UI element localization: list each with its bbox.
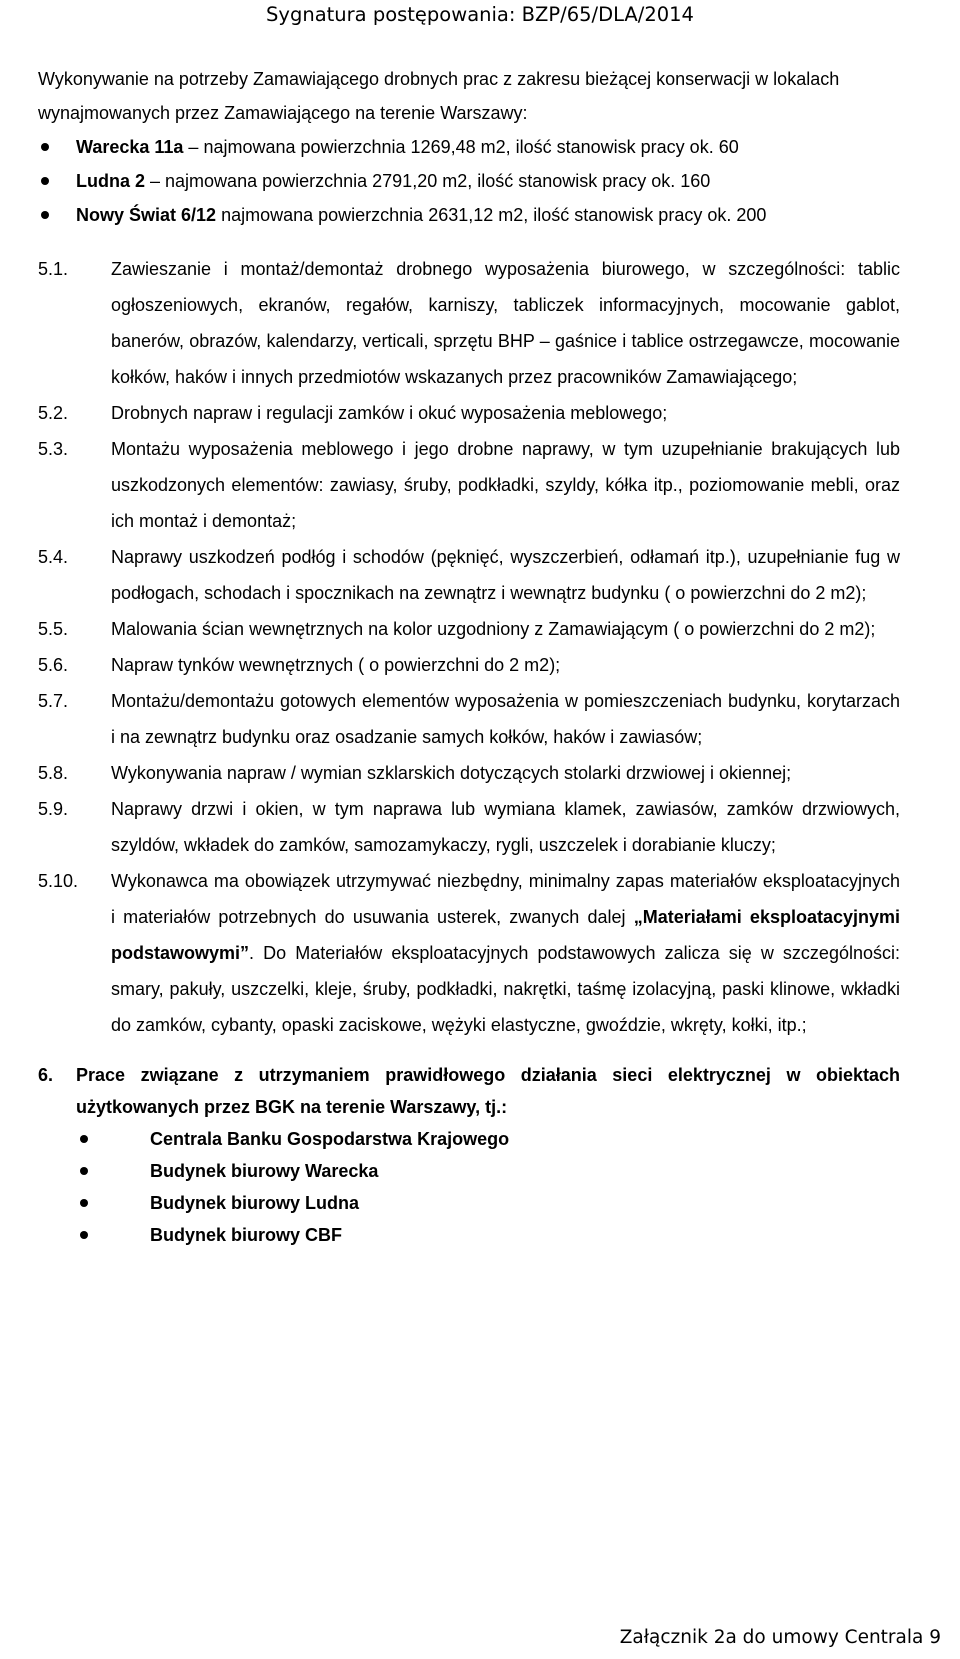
buildings-list <box>76 1123 900 1251</box>
item-number: 5.9. <box>38 799 69 819</box>
item-text: Zawieszanie i montaż/demontaż drobnego wyposażenia biurowego, w szczególności: tablic ogłoszeniowych, ekranów, regałów, karniszy, tabliczek informacyjnych, mocowanie gablot, banerów, obrazów, kalendarzy, verticali, sprzętu BHP – gaśnice i tablice ostrzegawcze, mocowanie kołków, haków i innych przedmiotów wskazanych przez pracowników Zamawiającego; <box>111 259 900 387</box>
item-number: 5.2. <box>38 403 69 423</box>
item-text-bold: „Materiałami eksploatacyjnymi podstawowymi” <box>111 907 901 963</box>
page-header: Sygnatura postępowania: BZP/65/DLA/2014 <box>266 3 694 26</box>
location-name: Warecka 11a <box>76 137 184 157</box>
item-text: Drobnych napraw i regulacji zamków i okuć wyposażenia meblowego; <box>111 403 668 423</box>
location-dash: – <box>145 171 166 191</box>
bullet-icon <box>80 1135 88 1143</box>
location-name: Nowy Świat 6/12 <box>76 205 217 225</box>
intro-paragraph: Wykonywanie na potrzeby Zamawiającego drobnych prac z zakresu bieżącej konserwacji w lokalach wynajmowanych przez Zamawiającego na terenie Warszawy: <box>38 69 840 123</box>
item-number: 5.8. <box>38 763 69 783</box>
bullet-icon <box>80 1231 88 1239</box>
item-number: 5.6. <box>38 655 69 675</box>
item-number: 5.10. <box>38 871 79 891</box>
list-item <box>38 251 900 395</box>
list-item <box>38 647 900 683</box>
location-item <box>38 198 900 232</box>
list-item <box>38 431 900 539</box>
location-item <box>38 164 900 198</box>
item-text: Wykonywania napraw / wymian szklarskich dotyczących stolarki drzwiowej i okiennej; <box>111 763 792 783</box>
section-number: 6. <box>38 1065 54 1085</box>
item-text: Malowania ścian wewnętrznych na kolor uzgodniony z Zamawiającym ( o powierzchni do 2 m2); <box>111 619 876 639</box>
bullet-icon <box>80 1199 88 1207</box>
list-item <box>38 791 900 863</box>
location-name: Ludna 2 <box>76 171 146 191</box>
document-body <box>38 62 900 1251</box>
item-text-pre: Wykonawca ma obowiązek utrzymywać niezbędny, minimalny zapas materiałów eksploatacyjnych i materiałów potrzebnych do usuwania usterek, zwanych dalej <box>111 871 900 927</box>
building-item <box>76 1219 900 1251</box>
list-item <box>38 683 900 755</box>
item-number: 5.4. <box>38 547 69 567</box>
list-item <box>38 539 900 611</box>
item-text: Montażu/demontażu gotowych elementów wyposażenia w pomieszczeniach budynku, korytarzach i na zewnątrz budynku oraz osadzanie samych kołków, haków i zawiasów; <box>111 691 900 747</box>
item-text: Naprawy uszkodzeń podłóg i schodów (pęknięć, wyszczerbień, odłamań itp.), uzupełnianie fug w podłogach, schodach i spocznikach na zewnątrz i wewnątrz budynku ( o powierzchni do 2 m2); <box>111 547 900 603</box>
location-text: najmowana powierzchnia 2631,12 m2, ilość stanowisk pracy ok. 200 <box>221 205 767 225</box>
section-6-heading <box>38 1059 900 1123</box>
location-item <box>38 130 900 164</box>
location-text: najmowana powierzchnia 2791,20 m2, ilość stanowisk pracy ok. 160 <box>165 171 711 191</box>
bullet-icon <box>41 177 49 185</box>
item-number: 5.1. <box>38 259 69 279</box>
list-item <box>38 611 900 647</box>
building-name: Budynek biurowy Warecka <box>150 1161 379 1181</box>
list-item <box>38 755 900 791</box>
location-dash: – <box>183 137 204 157</box>
location-text: najmowana powierzchnia 1269,48 m2, ilość stanowisk pracy ok. 60 <box>203 137 739 157</box>
section-text: Prace związane z utrzymaniem prawidłowego działania sieci elektrycznej w obiektach użytkowanych przez BGK na terenie Warszawy, tj.: <box>76 1065 900 1117</box>
list-item <box>38 863 900 1043</box>
item-text-post: . Do Materiałów eksploatacyjnych podstawowych zalicza się w szczególności: smary, pakuły, uszczelki, kleje, śruby, podkładki, nakrętki, taśmę izolacyjną, paski klinowe, wkładki do zamków, cybanty, opaski zaciskowe, wężyki elastyczne, gwoździe, wkręty, kołki, itp.; <box>111 943 900 1035</box>
item-number: 5.5. <box>38 619 69 639</box>
building-item <box>76 1155 900 1187</box>
bullet-icon <box>41 143 49 151</box>
item-text: Naprawy drzwi i okien, w tym naprawa lub wymiana klamek, zawiasów, zamków drzwiowych, szyldów, wkładek do zamków, samozamykaczy, rygli, uszczelek i dorabianie kluczy; <box>111 799 900 855</box>
bullet-icon <box>41 211 49 219</box>
building-name: Centrala Banku Gospodarstwa Krajowego <box>150 1129 510 1149</box>
numbered-items <box>38 251 900 1043</box>
building-item <box>76 1123 900 1155</box>
item-text <box>111 863 900 1043</box>
page-footer: Załącznik 2a do umowy Centrala 9 <box>619 1627 941 1648</box>
building-name: Budynek biurowy Ludna <box>150 1193 360 1213</box>
item-number: 5.7. <box>38 691 69 711</box>
bullet-icon <box>80 1167 88 1175</box>
item-text: Napraw tynków wewnętrznych ( o powierzchni do 2 m2); <box>111 655 561 675</box>
building-name: Budynek biurowy CBF <box>150 1225 343 1245</box>
item-number: 5.3. <box>38 439 69 459</box>
building-item <box>76 1187 900 1219</box>
item-text: Montażu wyposażenia meblowego i jego drobne naprawy, w tym uzupełnianie brakujących lub uszkodzonych elementów: zawiasy, śruby, podkładki, szyldy, kółka itp., poziomowanie mebli, oraz ich montaż i demontaż; <box>111 439 900 531</box>
list-item <box>38 395 900 431</box>
locations-list <box>38 130 900 232</box>
